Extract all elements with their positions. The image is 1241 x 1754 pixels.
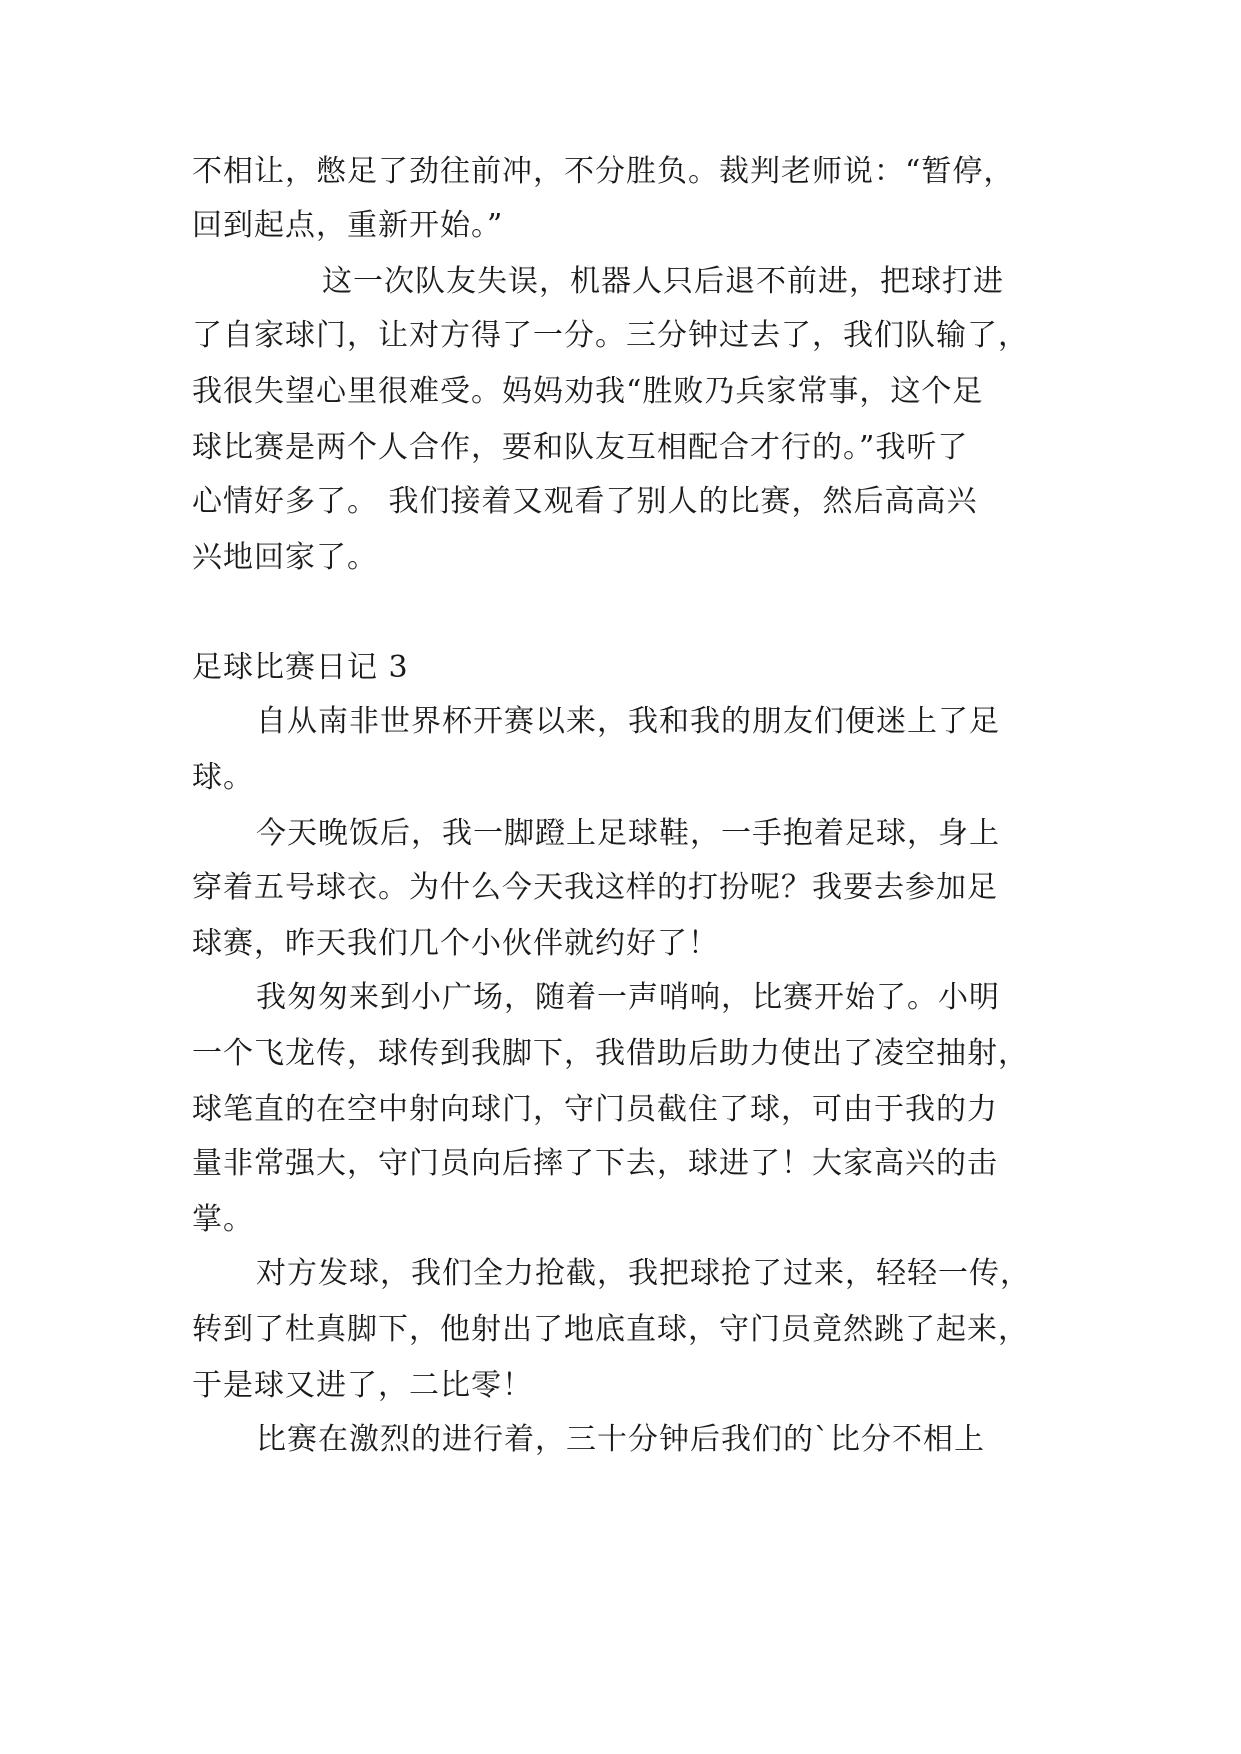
text-line: 兴地回家了。 [192, 540, 378, 575]
text-line: 我很失望心里很难受。妈妈劝我“胜败乃兵家常事，这个足 [192, 374, 984, 409]
text-line: 量非常强大，守门员向后摔了下去，球进了！大家高兴的击 [192, 1146, 998, 1181]
text-line: 球比赛是两个人合作，要和队友互相配合才行的。”我听了 [192, 430, 969, 465]
text-line: 不相让，憋足了劲往前冲，不分胜负。裁判老师说：“暂停， [192, 154, 1015, 189]
text-line: 球赛，昨天我们几个小伙伴就约好了！ [192, 926, 719, 961]
text-line: 比赛在激烈的进行着，三十分钟后我们的`比分不相上 [256, 1422, 985, 1457]
text-line: 球。 [192, 760, 254, 795]
text-line: 回到起点，重新开始。” [192, 208, 504, 243]
text-line: 了自家球门，让对方得了一分。三分钟过去了，我们队输了， [192, 318, 1029, 353]
text-line: 这一次队友失误，机器人只后退不前进，把球打进 [322, 264, 1004, 299]
text-line: 自从南非世界杯开赛以来，我和我的朋友们便迷上了足 [256, 704, 1000, 739]
text-line: 转到了杜真脚下，他射出了地底直球，守门员竟然跳了起来， [192, 1312, 1029, 1347]
text-line: 球笔直的在空中射向球门，守门员截住了球，可由于我的力 [192, 1092, 998, 1127]
text-line: 我匆匆来到小广场，随着一声哨响，比赛开始了。小明 [256, 980, 1000, 1015]
text-line: 心情好多了。 我们接着又观看了别人的比赛，然后高高兴 [192, 484, 978, 519]
text-line: 对方发球，我们全力抢截，我把球抢了过来，轻轻一传， [256, 1256, 1031, 1291]
text-line: 于是球又进了，二比零！ [192, 1368, 533, 1403]
section-heading: 足球比赛日记 3 [192, 650, 409, 685]
text-line: 穿着五号球衣。为什么今天我这样的打扮呢？我要去参加足 [192, 870, 998, 905]
text-line: 一个飞龙传，球传到我脚下，我借助后助力使出了凌空抽射， [192, 1036, 1029, 1071]
text-line: 掌。 [192, 1202, 254, 1237]
text-line: 今天晚饭后，我一脚蹬上足球鞋，一手抱着足球，身上 [256, 816, 1000, 851]
